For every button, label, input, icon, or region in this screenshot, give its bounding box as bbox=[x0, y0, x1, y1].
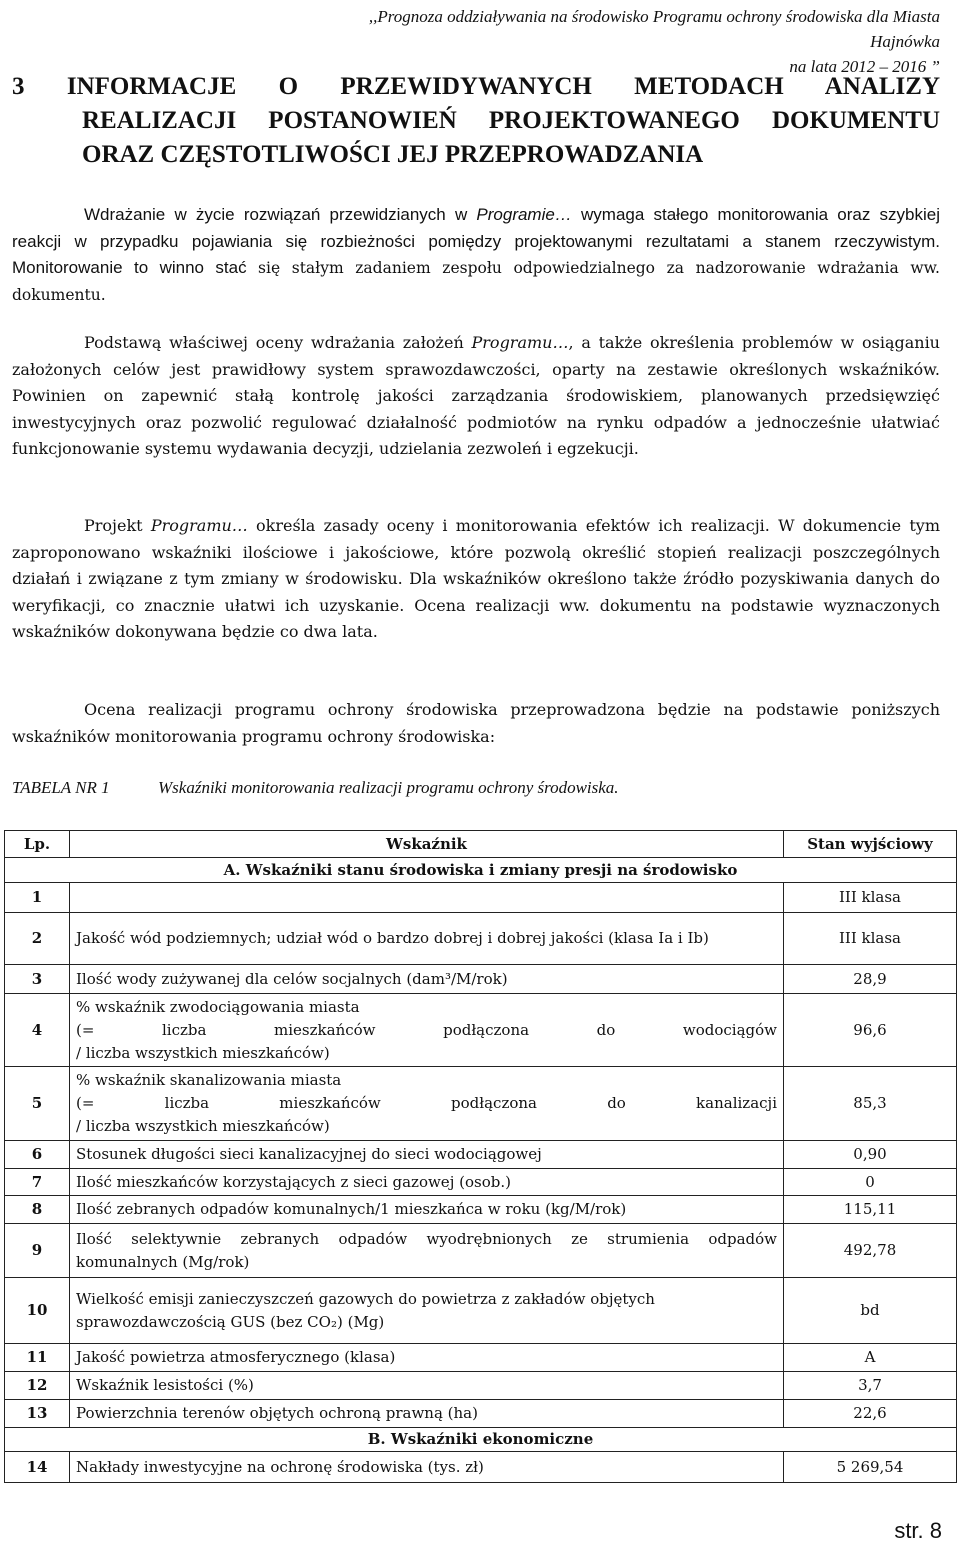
row-value: 22,6 bbox=[784, 1400, 957, 1428]
row-lp: 14 bbox=[5, 1452, 70, 1483]
page-number: str. 8 bbox=[894, 1518, 942, 1543]
row-indicator-line1: % wskaźnik skanalizowania miasta bbox=[76, 1071, 342, 1089]
row-indicator: Wielkość emisji zanieczyszczeń gazowych do powietrza z zakładów objętych sprawozdawczością GUS (bez CO₂) (Mg) bbox=[70, 1278, 784, 1344]
table-row bbox=[5, 1372, 957, 1400]
row-indicator-line2: (= liczba mieszkańców podłączona do kanalizacji bbox=[76, 1094, 777, 1112]
paragraph-1 bbox=[12, 202, 940, 308]
paragraph-2 bbox=[12, 330, 940, 463]
table-row bbox=[5, 994, 957, 1067]
row-lp: 1 bbox=[5, 883, 70, 913]
table-row bbox=[5, 965, 957, 994]
heading-line1: 3 INFORMACJE O PRZEWIDYWANYCH METODACH ANALIZY bbox=[12, 73, 940, 100]
row-indicator: Ilość wody zużywanej dla celów socjalnych (dam³/M/rok) bbox=[70, 965, 784, 994]
row-value: A bbox=[784, 1344, 957, 1372]
row-lp: 12 bbox=[5, 1372, 70, 1400]
row-value: 85,3 bbox=[784, 1067, 957, 1141]
row-indicator: Stosunek długości sieci kanalizacyjnej do sieci wodociągowej bbox=[70, 1141, 784, 1169]
p1-text-b: wymaga stałego monitorowania oraz szybkiej reakcji w przypadku pojawiania się rozbieżności pomiędzy projektowanymi rezultatami a stanem rzeczywistym. Monitorowanie to winno stać bbox=[12, 205, 940, 277]
table-title: Wskaźniki monitorowania realizacji programu ochrony środowiska. bbox=[158, 778, 619, 797]
p2-text-a: Podstawą właściwej oceny wdrażania założeń bbox=[84, 333, 464, 352]
p1-text-a: Wdrażanie w życie rozwiązań przewidzianych w bbox=[84, 205, 468, 224]
row-value: 492,78 bbox=[784, 1224, 957, 1278]
p3-text-b: określa zasady oceny i monitorowania efektów ich realizacji. W dokumencie tym zaproponowano wskaźniki ilościowe i jakościowe, które pozwolą określić stopień realizacji poszczególnych działań i związane z tym zmiany w środowisku. Dla wskaźników określono także źródło pozyskiwania danych do weryfikacji, co znacznie ułatwi ich uzyskanie. Ocena realizacji ww. dokumentu na podstawie wyznaczonych wskaźników dokonywana będzie co dwa lata. bbox=[12, 516, 941, 641]
row-value: III klasa bbox=[784, 913, 957, 965]
row-lp: 5 bbox=[5, 1067, 70, 1141]
heading-line2: REALIZACJI POSTANOWIEŃ PROJEKTOWANEGO DOKUMENTU bbox=[82, 107, 940, 134]
row-value: 115,11 bbox=[784, 1196, 957, 1224]
row-lp: 10 bbox=[5, 1278, 70, 1344]
indicators-table bbox=[4, 830, 957, 1483]
header-lp: Lp. bbox=[5, 831, 70, 858]
row-indicator: Jakość wód podziemnych; udział wód o bardzo dobrej i dobrej jakości (klasa Ia i Ib) bbox=[70, 913, 784, 965]
table-number: TABELA NR 1 bbox=[12, 778, 110, 797]
running-header-line2: na lata 2012 – 2016 ” bbox=[789, 57, 940, 76]
row-lp: 8 bbox=[5, 1196, 70, 1224]
table-row bbox=[5, 1141, 957, 1169]
row-lp: 2 bbox=[5, 913, 70, 965]
row-indicator: Ilość mieszkańców korzystających z sieci gazowej (osob.) bbox=[70, 1169, 784, 1196]
row-lp: 13 bbox=[5, 1400, 70, 1428]
row-indicator-line1: % wskaźnik zwodociągowania miasta bbox=[76, 997, 360, 1016]
row-value: 28,9 bbox=[784, 965, 957, 994]
row-indicator bbox=[70, 1067, 784, 1141]
p3-text-a: Projekt bbox=[84, 516, 143, 535]
table-row bbox=[5, 1169, 957, 1196]
p4-text: Ocena realizacji programu ochrony środowiska przeprowadzona będzie na podstawie poniższych wskaźników monitorowania programu ochrony środowiska: bbox=[12, 700, 940, 746]
table-row bbox=[5, 1224, 957, 1278]
row-value: III klasa bbox=[784, 883, 957, 913]
table-row bbox=[5, 1344, 957, 1372]
table-row bbox=[5, 1278, 957, 1344]
paragraph-4 bbox=[12, 697, 940, 750]
table-row bbox=[5, 1196, 957, 1224]
p1-emphasis: Programie… bbox=[476, 205, 572, 224]
table-row bbox=[5, 1400, 957, 1428]
row-value: bd bbox=[784, 1278, 957, 1344]
row-lp: 4 bbox=[5, 994, 70, 1067]
p3-emphasis: Programu… bbox=[150, 516, 248, 535]
section-a-title: A. Wskaźniki stanu środowiska i zmiany presji na środowisko bbox=[5, 858, 957, 883]
running-header-line1: ,,Prognoza oddziaływania na środowisko Programu ochrony środowiska dla Miasta Hajnówka bbox=[368, 7, 940, 51]
section-heading bbox=[12, 70, 940, 172]
row-indicator bbox=[70, 994, 784, 1067]
row-value: 96,6 bbox=[784, 994, 957, 1067]
table-row bbox=[5, 883, 957, 913]
running-header bbox=[300, 4, 940, 79]
row-indicator: Ilość selektywnie zebranych odpadów wyodrębnionych ze strumienia odpadów komunalnych (Mg/rok) bbox=[70, 1224, 784, 1278]
table-row bbox=[5, 913, 957, 965]
p1-text-c: się stałym zadaniem zespołu odpowiedzialnego za nadzorowanie wdrażania ww. dokumentu. bbox=[12, 259, 940, 304]
row-value: 5 269,54 bbox=[784, 1452, 957, 1483]
row-indicator: Jakość powietrza atmosferycznego (klasa) bbox=[70, 1344, 784, 1372]
row-indicator-line2: (= liczba mieszkańców podłączona do wodociągów bbox=[76, 1020, 777, 1039]
header-indicator: Wskaźnik bbox=[70, 831, 784, 858]
table-caption bbox=[12, 778, 619, 798]
row-lp: 9 bbox=[5, 1224, 70, 1278]
row-indicator: Powierzchnia terenów objętych ochroną prawną (ha) bbox=[70, 1400, 784, 1428]
section-b-title: B. Wskaźniki ekonomiczne bbox=[5, 1428, 957, 1452]
row-lp: 11 bbox=[5, 1344, 70, 1372]
row-value: 0,90 bbox=[784, 1141, 957, 1169]
row-lp: 3 bbox=[5, 965, 70, 994]
row-indicator: Ilość zebranych odpadów komunalnych/1 mieszkańca w roku (kg/M/rok) bbox=[70, 1196, 784, 1224]
header-baseline: Stan wyjściowy bbox=[784, 831, 957, 858]
row-lp: 6 bbox=[5, 1141, 70, 1169]
heading-line3: ORAZ CZĘSTOTLIWOŚCI JEJ PRZEPROWADZANIA bbox=[82, 141, 704, 168]
table-row bbox=[5, 1067, 957, 1141]
p2-emphasis: Programu… bbox=[471, 333, 569, 352]
p2-text-b: , a także określenia problemów w osiąganiu założonych celów jest prawidłowy system sprawozdawczości, oparty na zestawie określonych wskaźników. Powinien on zapewnić stałą kontrolę jakości zarządzania środowiskiem, planowanych przedsięwzięć inwestycyjnych oraz pozwolić regulować działalność podmiotów na rynku odpadów a jednocześnie ułatwiać funkcjonowanie systemu wydawania decyzji, udzielania zezwoleń i egzekucji. bbox=[12, 333, 940, 458]
row-indicator bbox=[70, 883, 784, 913]
table-row bbox=[5, 1452, 957, 1483]
section-b-row bbox=[5, 1428, 957, 1452]
row-value: 3,7 bbox=[784, 1372, 957, 1400]
row-indicator: Nakłady inwestycyjne na ochronę środowiska (tys. zł) bbox=[70, 1452, 784, 1483]
row-lp: 7 bbox=[5, 1169, 70, 1196]
row-indicator-line3: / liczba wszystkich mieszkańców) bbox=[76, 1043, 330, 1062]
row-indicator: Wskaźnik lesistości (%) bbox=[70, 1372, 784, 1400]
table-header-row bbox=[5, 831, 957, 858]
row-indicator-line3: / liczba wszystkich mieszkańców) bbox=[76, 1117, 330, 1135]
paragraph-3 bbox=[12, 513, 940, 646]
section-a-row bbox=[5, 858, 957, 883]
row-value: 0 bbox=[784, 1169, 957, 1196]
